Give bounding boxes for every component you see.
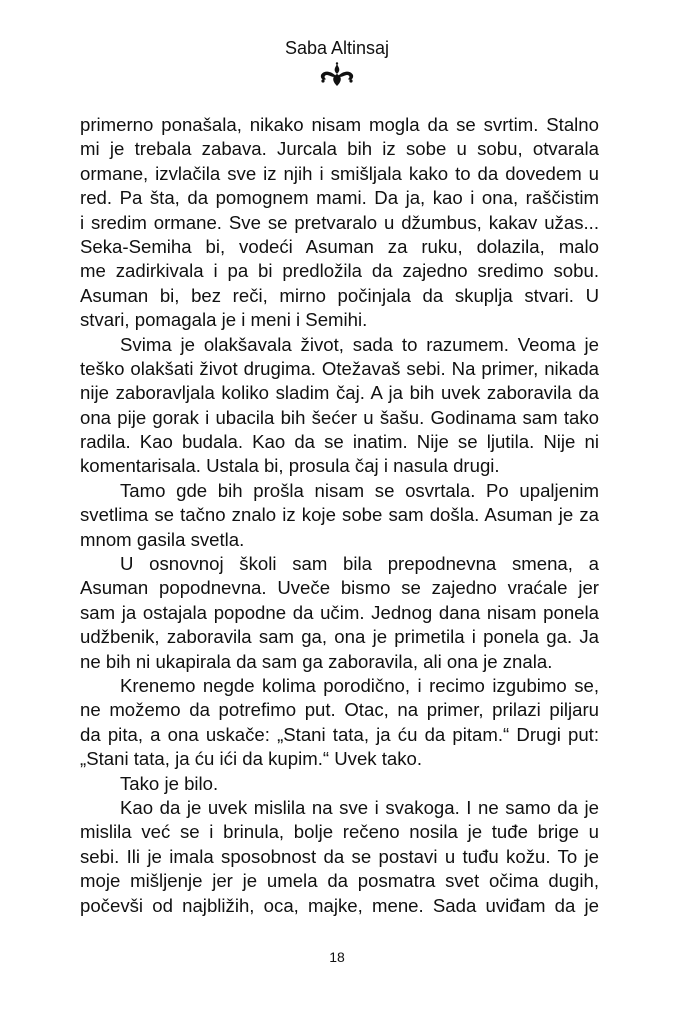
text-line: primerno ponašala, nikako nisam mogla da se svrtim. Stalno (80, 114, 599, 135)
text-line: udžbenik, zaboravila sam ga, ona je primetila i ponela ga. Ja (80, 626, 599, 648)
text-line: nije zaboravljala koliko sladim čaj. A ja bih uvek zaboravila da (80, 382, 599, 404)
text-line: Seka-Semiha bi, vodeći Asuman za ruku, dolazila, malo (80, 235, 599, 257)
text-line: komentarisala. Ustala bi, prosula čaj i nasula drugi. (80, 455, 500, 477)
text-line: Tamo gde bih prošla nisam se osvrtala. Po upaljenim (120, 479, 599, 501)
text-line: Asuman bi, bez reči, mirno počinjala da skuplja stvari. U (80, 284, 599, 306)
text-line: počevši od najbližih, oca, majke, mene. Sada uviđam da je (80, 894, 599, 916)
text-line: da pita, a ona uskače: „Stani tata, ja ću da pitam.“ Drugi put: (80, 723, 599, 745)
text-line: moje mišljenje jer je umela da posmatra svet očima dugih, (80, 870, 599, 892)
text-line: ormane, izvlačila sve iz njih i smišljala kako to da dovedem u (80, 162, 599, 184)
body-text (80, 113, 599, 918)
text-line: ne možemo da potrefimo put. Otac, na primer, prilazi piljaru (80, 699, 599, 721)
text-line: radila. Kao budala. Kao da se inatim. Nije se ljutila. Nije ni (80, 431, 599, 453)
text-line: U osnovnoj školi sam bila prepodnevna smena, a (120, 553, 599, 575)
text-line: Tako je bilo. (120, 772, 219, 794)
text-line: Asuman popodnevna. Uveče bismo se zajedno vraćale jer (80, 577, 599, 599)
text-line: teško olakšati život drugima. Otežavaš sebi. Na primer, nikada (80, 357, 599, 379)
page-number: 18 (329, 949, 345, 965)
text-line: ne bih ni ukapirala da sam ga zaboravila, ali ona je znala. (80, 650, 553, 672)
text-line: mi je trebala zabava. Jurcala bih iz sobe u sobu, otvarala (80, 138, 599, 160)
text-line: Svima je olakšavala život, sada to razumem. Veoma je (120, 333, 599, 355)
text-line: stvari, pomagala je i meni i Semihi. (80, 309, 368, 331)
ornament-flourish-icon (317, 62, 357, 88)
text-line: sebi. Ili je imala sposobnost da se postavi u tuđu kožu. To je (80, 845, 599, 867)
text-line: ona pije gorak i ubacila bih šećer u šašu. Godinama sam tako (80, 406, 599, 428)
running-header: Saba Altinsaj (284, 38, 390, 58)
text-line: i sredim ormane. Sve se pretvaralo u džumbus, kakav užas... (80, 211, 599, 233)
text-line: mnom gasila svetla. (80, 528, 245, 550)
text-line: me zadirkivala i pa bi predložila da zajedno sredimo sobu. (80, 260, 599, 282)
text-line: mislila već se i brinula, bolje rečeno nosila je tuđe brige u (80, 821, 599, 843)
text-line: Krenemo negde kolima porodično, i recimo izgubimo se, (120, 674, 599, 696)
text-line: sam ja ostajala popodne da učim. Jednog dana nisam ponela (80, 601, 599, 623)
text-line: „Stani tata, ja ću ići da kupim.“ Uvek tako. (80, 748, 423, 770)
text-line: red. Pa šta, da pomognem mami. Da ja, kao i ona, raščistim (80, 187, 599, 209)
text-line: svetlima se tačno znalo iz koje sobe sam došla. Asuman je za (80, 504, 599, 526)
text-line: Kao da je uvek mislila na sve i svakoga. I ne samo da je (120, 796, 599, 818)
